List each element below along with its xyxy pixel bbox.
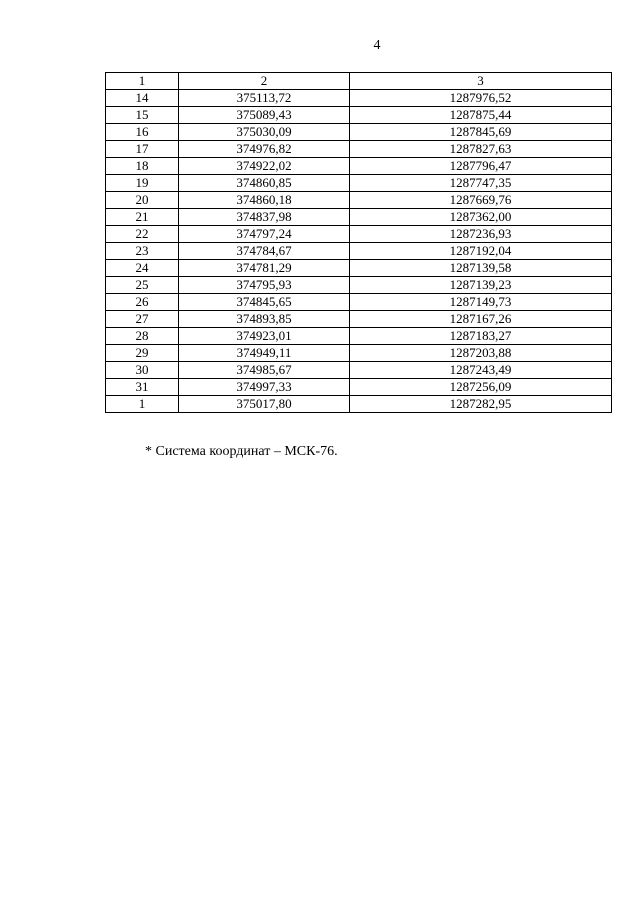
table-row: [106, 328, 612, 345]
point-number-cell: 20: [106, 192, 179, 209]
x-coordinate-cell: 374795,93: [179, 277, 350, 294]
table-row: [106, 141, 612, 158]
x-coordinate-cell: 375030,09: [179, 124, 350, 141]
y-coordinate-cell: 1287747,35: [350, 175, 612, 192]
point-number-cell: 17: [106, 141, 179, 158]
table-row: [106, 209, 612, 226]
table-row: [106, 175, 612, 192]
y-coordinate-cell: 1287827,63: [350, 141, 612, 158]
table-row: [106, 124, 612, 141]
x-coordinate-cell: 375113,72: [179, 90, 350, 107]
point-number-cell: 31: [106, 379, 179, 396]
x-coordinate-cell: 374923,01: [179, 328, 350, 345]
x-coordinate-cell: 374845,65: [179, 294, 350, 311]
y-coordinate-cell: 1287845,69: [350, 124, 612, 141]
x-coordinate-cell: 374893,85: [179, 311, 350, 328]
y-coordinate-cell: 1287167,26: [350, 311, 612, 328]
point-number-cell: 26: [106, 294, 179, 311]
point-number-cell: 14: [106, 90, 179, 107]
table-row: [106, 226, 612, 243]
point-number-cell: 16: [106, 124, 179, 141]
y-coordinate-cell: 1287796,47: [350, 158, 612, 175]
table-row: [106, 311, 612, 328]
y-coordinate-cell: 1287976,52: [350, 90, 612, 107]
point-number-cell: 18: [106, 158, 179, 175]
y-coordinate-cell: 1287139,23: [350, 277, 612, 294]
table-row: [106, 379, 612, 396]
x-coordinate-cell: 374784,67: [179, 243, 350, 260]
x-coordinate-cell: 374860,18: [179, 192, 350, 209]
column-header-1: 1: [106, 73, 179, 90]
y-coordinate-cell: 1287236,93: [350, 226, 612, 243]
point-number-cell: 25: [106, 277, 179, 294]
table-header-row: [106, 73, 612, 90]
x-coordinate-cell: 374860,85: [179, 175, 350, 192]
x-coordinate-cell: 374781,29: [179, 260, 350, 277]
point-number-cell: 30: [106, 362, 179, 379]
point-number-cell: 29: [106, 345, 179, 362]
table-row: [106, 192, 612, 209]
point-number-cell: 22: [106, 226, 179, 243]
x-coordinate-cell: 374797,24: [179, 226, 350, 243]
y-coordinate-cell: 1287875,44: [350, 107, 612, 124]
y-coordinate-cell: 1287203,88: [350, 345, 612, 362]
table-row: [106, 362, 612, 379]
coordinate-system-footnote: * Система координат – МСК-76.: [145, 444, 338, 459]
x-coordinate-cell: 374837,98: [179, 209, 350, 226]
x-coordinate-cell: 374997,33: [179, 379, 350, 396]
point-number-cell: 24: [106, 260, 179, 277]
y-coordinate-cell: 1287256,09: [350, 379, 612, 396]
point-number-cell: 28: [106, 328, 179, 345]
column-header-3: 3: [350, 73, 612, 90]
x-coordinate-cell: 374985,67: [179, 362, 350, 379]
x-coordinate-cell: 374949,11: [179, 345, 350, 362]
x-coordinate-cell: 375089,43: [179, 107, 350, 124]
table-row: [106, 396, 612, 413]
y-coordinate-cell: 1287669,76: [350, 192, 612, 209]
point-number-cell: 23: [106, 243, 179, 260]
y-coordinate-cell: 1287282,95: [350, 396, 612, 413]
point-number-cell: 15: [106, 107, 179, 124]
point-number-cell: 21: [106, 209, 179, 226]
y-coordinate-cell: 1287139,58: [350, 260, 612, 277]
x-coordinate-cell: 374976,82: [179, 141, 350, 158]
y-coordinate-cell: 1287362,00: [350, 209, 612, 226]
table-row: [106, 243, 612, 260]
table-row: [106, 158, 612, 175]
coordinates-table: [105, 72, 612, 413]
table-row: [106, 345, 612, 362]
y-coordinate-cell: 1287192,04: [350, 243, 612, 260]
point-number-cell: 1: [106, 396, 179, 413]
y-coordinate-cell: 1287149,73: [350, 294, 612, 311]
y-coordinate-cell: 1287243,49: [350, 362, 612, 379]
column-header-2: 2: [179, 73, 350, 90]
page-number: 4: [373, 38, 381, 53]
x-coordinate-cell: 375017,80: [179, 396, 350, 413]
table-row: [106, 277, 612, 294]
table-row: [106, 107, 612, 124]
table-row: [106, 294, 612, 311]
point-number-cell: 27: [106, 311, 179, 328]
table-row: [106, 260, 612, 277]
x-coordinate-cell: 374922,02: [179, 158, 350, 175]
table-row: [106, 90, 612, 107]
y-coordinate-cell: 1287183,27: [350, 328, 612, 345]
point-number-cell: 19: [106, 175, 179, 192]
